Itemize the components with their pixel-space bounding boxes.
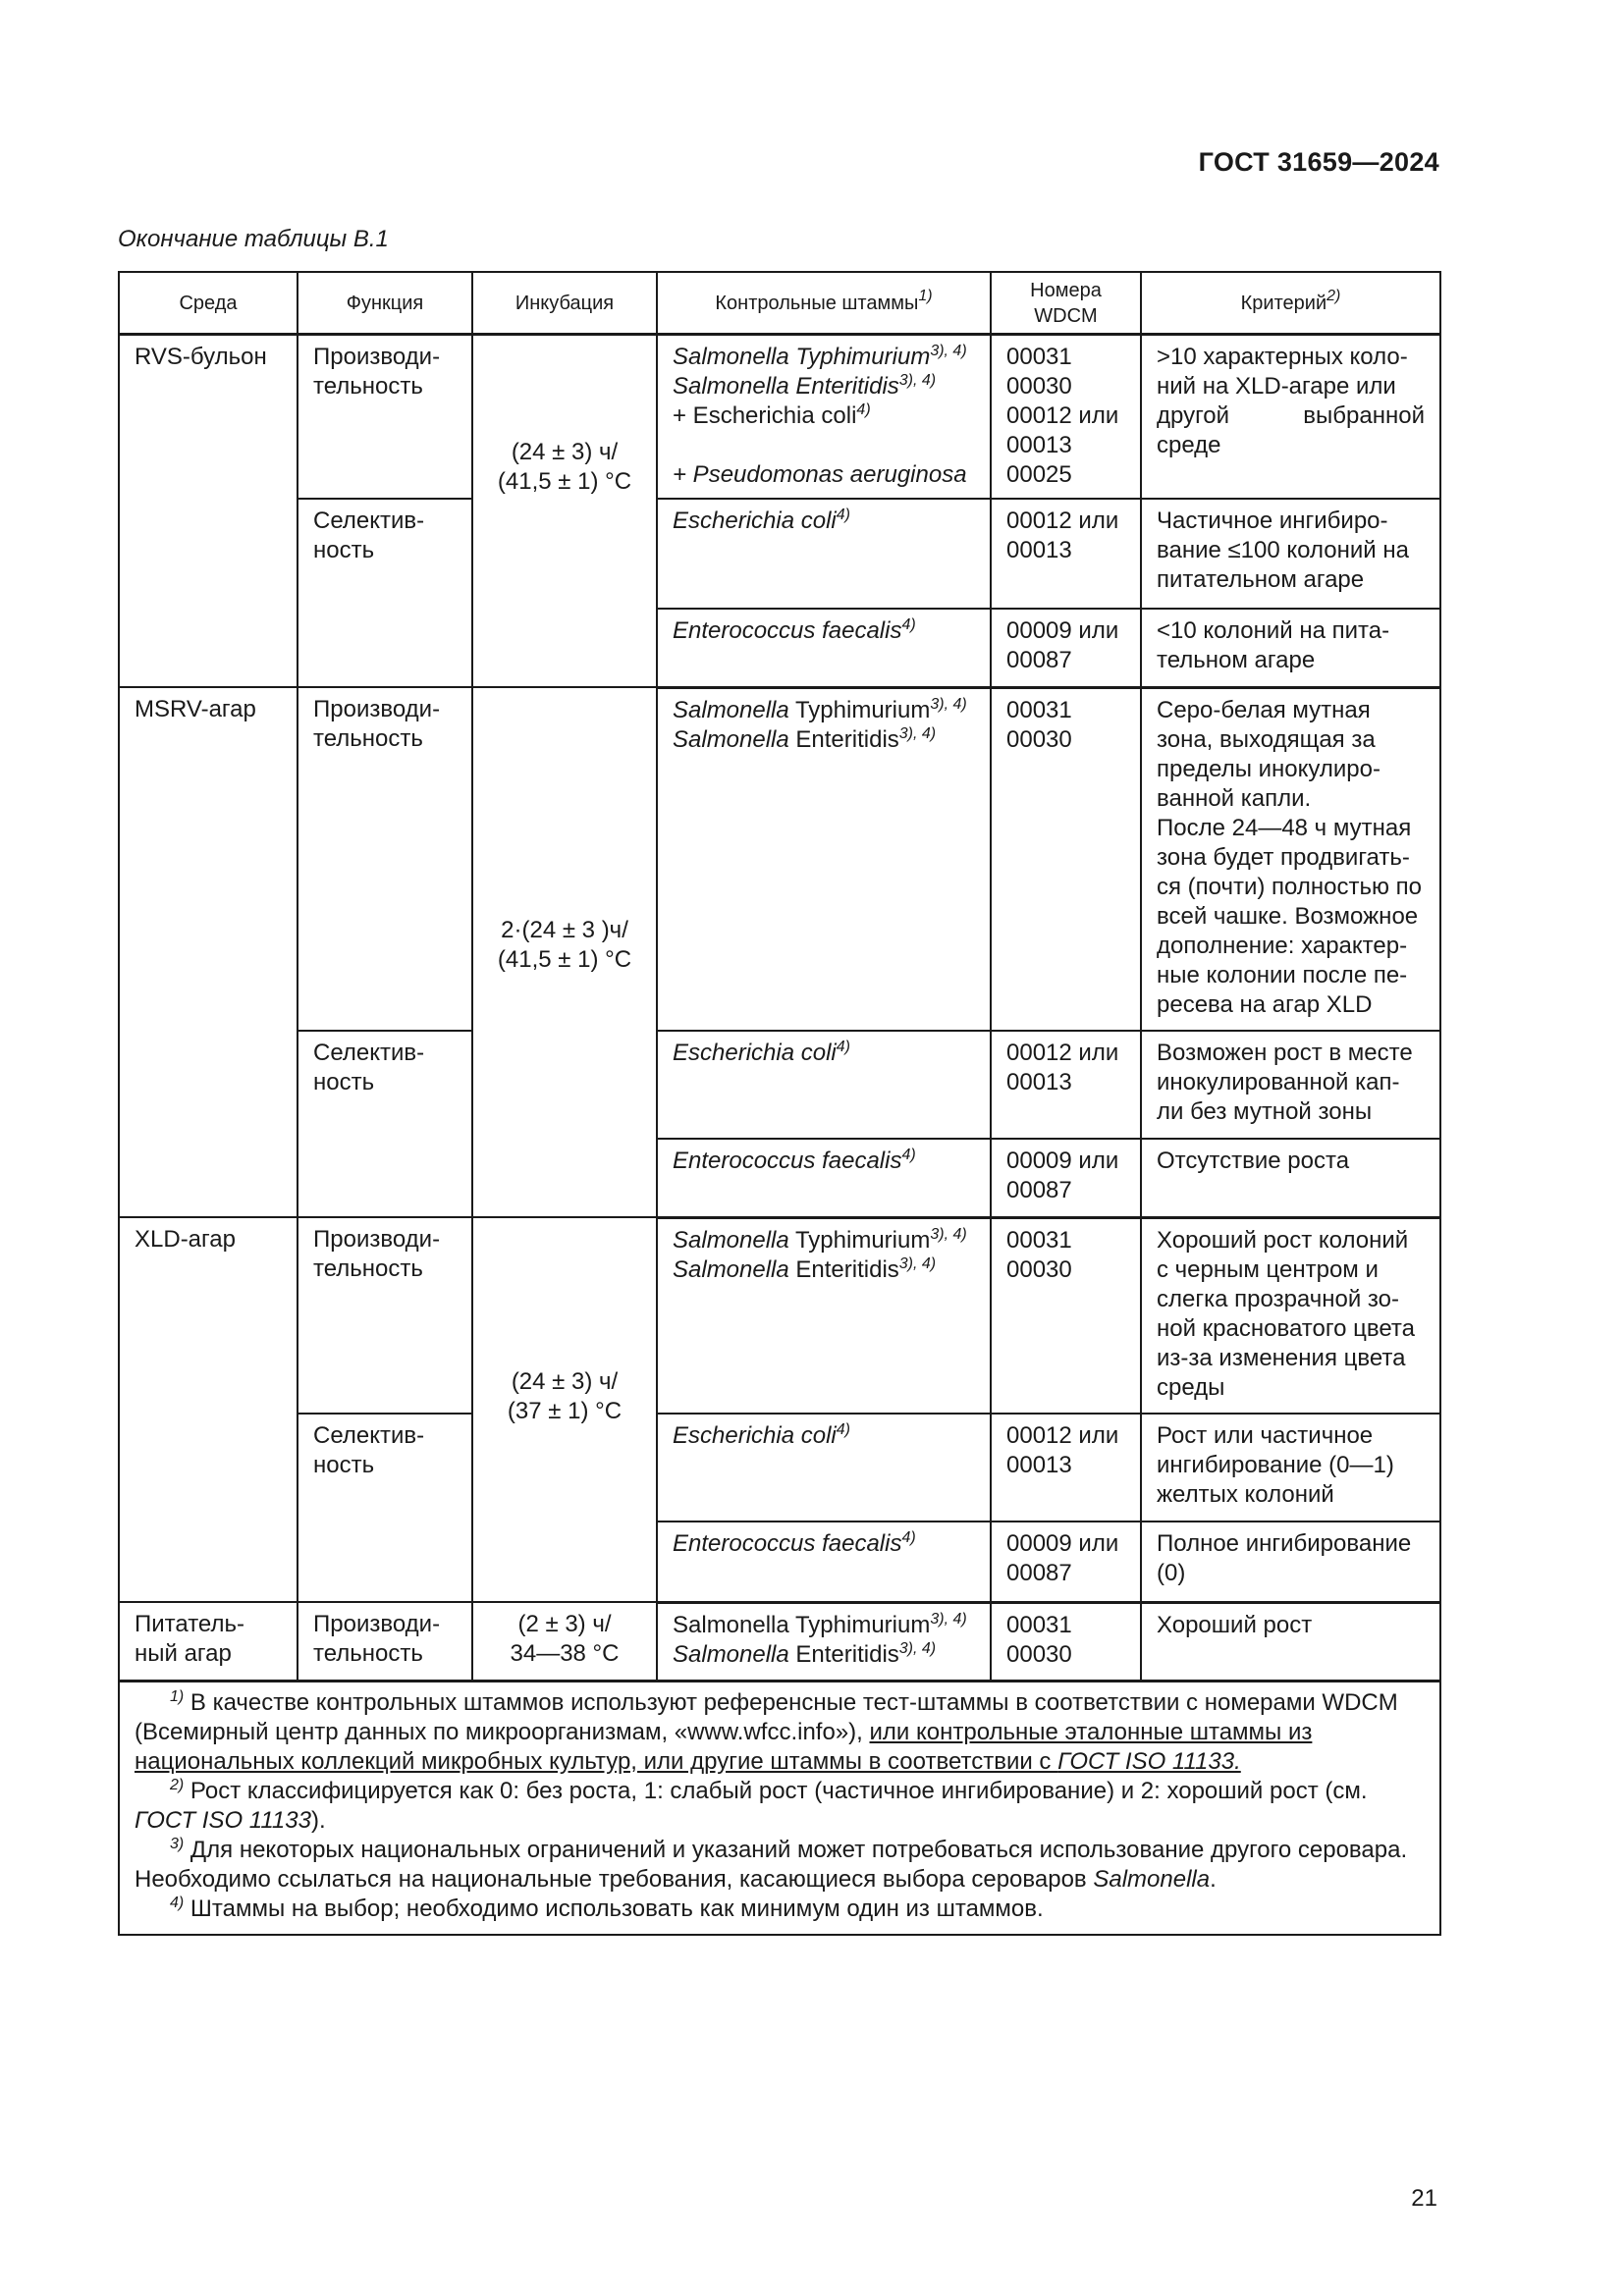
function-cell: Производи- тельность [298,1217,472,1414]
medium-cell: RVS-бульон [119,335,298,688]
strains-cell: Enterococcus faecalis$^{4)}$ [657,1139,991,1217]
function-cell: Производи- тельность [298,1602,472,1681]
medium-cell: XLD-агар [119,1217,298,1602]
criterion-cell: Полное ингибирование (0) [1141,1522,1440,1602]
function-cell: Селектив- ность [298,1414,472,1602]
footnote-3: $^{3)}$ Для некоторых национальных ограничений и указаний может потребоваться использование другого серовара. Необходимо ссылаться на национальные требования, касающиеся выбора сероваров Salmonella. [135,1835,1408,1893]
page-number: 21 [1411,2185,1437,2212]
strains-cell: Enterococcus faecalis$^{4)}$ [657,1522,991,1602]
criterion-cell: Отсутствие роста [1141,1139,1440,1217]
header-wdcm: Номера WDCM [991,272,1141,335]
footnote-1: $^{1)}$ В качестве контрольных штаммов используют референсные тест-штаммы в соответствии с номерами WDCM (Всемирный центр данных по микроорганизмам, «www.wfcc.info»), или контрольные эталонные штаммы из национальных коллекций микробных культур, или другие штаммы в соответствии с ГОСТ ISO 11133. [135,1687,1398,1775]
header-incubation: Инкубация [472,272,657,335]
table-row [119,1414,1440,1522]
wdcm-cell: 00012 или 00013 [991,1031,1141,1139]
footnotes-row [119,1681,1440,1935]
footnote-ref: 1) [918,287,933,304]
incubation-cell: (24 ± 3) ч/ (41,5 ± 1) °С [472,335,657,688]
function-cell: Селектив- ность [298,499,472,687]
table-caption: Окончание таблицы В.1 [118,226,389,252]
footnote-4: $^{4)}$ Штаммы на выбор; необходимо использовать как минимум один из штаммов. [170,1894,1044,1922]
table-row [119,335,1440,500]
table-row [119,1031,1440,1139]
function-cell: Селектив- ность [298,1031,472,1217]
strains-cell: Salmonella Typhimurium$^{3), 4)}$ Salmonella Enteritidis$^{3), 4)}$ [657,687,991,1031]
footnote-ref: 2) [1326,287,1341,304]
criterion-cell: >10 характерных коло- ний на XLD-агаре или другой выбранной среде [1141,335,1440,500]
table-row [119,687,1440,1031]
strains-cell: Enterococcus faecalis$^{4)}$ [657,609,991,687]
medium-cell: MSRV-агар [119,687,298,1217]
criterion-cell: <10 колоний на пита- тельном агаре [1141,609,1440,687]
criterion-cell: Рост или частичное ингибирование (0—1) желтых колоний [1141,1414,1440,1522]
function-cell: Производи- тельность [298,335,472,500]
criterion-cell: Частичное ингибиро- вание ≤100 колоний на питательном агаре [1141,499,1440,609]
wdcm-cell: 00009 или 00087 [991,1522,1141,1602]
document-id: ГОСТ 31659—2024 [1198,147,1439,177]
incubation-cell: (24 ± 3) ч/ (37 ± 1) °С [472,1217,657,1602]
footnote-2: $^{2)}$ Рост классифицируется как 0: без роста, 1: слабый рост (частичное ингибирование) и 2: хороший рост (см. ГОСТ ISO 11133). [135,1776,1368,1834]
table-header-row [119,272,1440,335]
wdcm-cell: 00031 00030 [991,1217,1141,1414]
strains-cell: Salmonella Typhimurium$^{3), 4)}$ Salmonella Enteritidis$^{3), 4)}$ + Escherichia coli$^{4)}$ + Pseudomonas aeruginosa [657,335,991,500]
criterion-cell: Хороший рост [1141,1602,1440,1681]
table-row [119,1217,1440,1414]
medium-cell: Питатель- ный агар [119,1602,298,1681]
header-function: Функция [298,272,472,335]
footnotes [119,1681,1440,1935]
criterion-cell: Серо-белая мутная зона, выходящая за пределы инокулиро- ванной капли. После 24—48 ч мутная зона будет продвигать- ся (почти) полностью по всей чашке. Возможное дополнение: характер- ные колонии после пе- ресева на агар XLD [1141,687,1440,1031]
wdcm-cell: 00012 или 00013 [991,499,1141,609]
wdcm-cell: 00031 00030 00012 или 00013 00025 [991,335,1141,500]
wdcm-cell: 00031 00030 [991,1602,1141,1681]
table-row [119,1602,1440,1681]
strains-cell: Escherichia coli$^{4)}$ [657,499,991,609]
wdcm-cell: 00009 или 00087 [991,1139,1141,1217]
strains-cell: Salmonella Typhimurium$^{3), 4)}$ Salmonella Enteritidis$^{3), 4)}$ [657,1602,991,1681]
incubation-cell: 2·(24 ± 3 )ч/ (41,5 ± 1) °С [472,687,657,1217]
control-strains-table [118,271,1441,1936]
criterion-cell: Возможен рост в месте инокулированной кап- ли без мутной зоны [1141,1031,1440,1139]
incubation-cell: (2 ± 3) ч/ 34—38 °С [472,1602,657,1681]
strains-cell: Escherichia coli$^{4)}$ [657,1031,991,1139]
wdcm-cell: 00031 00030 [991,687,1141,1031]
strains-cell: Salmonella Typhimurium$^{3), 4)}$ Salmonella Enteritidis$^{3), 4)}$ [657,1217,991,1414]
function-cell: Производи- тельность [298,687,472,1031]
strains-cell: Escherichia coli$^{4)}$ [657,1414,991,1522]
table-row [119,499,1440,609]
criterion-cell: Хороший рост колоний с черным центром и слегка прозрачной зо- ной красноватого цвета из-за изменения цвета среды [1141,1217,1440,1414]
header-strains: Контрольные штаммы$^{1)}$ [657,272,991,335]
wdcm-cell: 00009 или 00087 [991,609,1141,687]
header-medium: Среда [119,272,298,335]
wdcm-cell: 00012 или 00013 [991,1414,1141,1522]
header-criterion: Критерий$^{2)}$ [1141,272,1440,335]
